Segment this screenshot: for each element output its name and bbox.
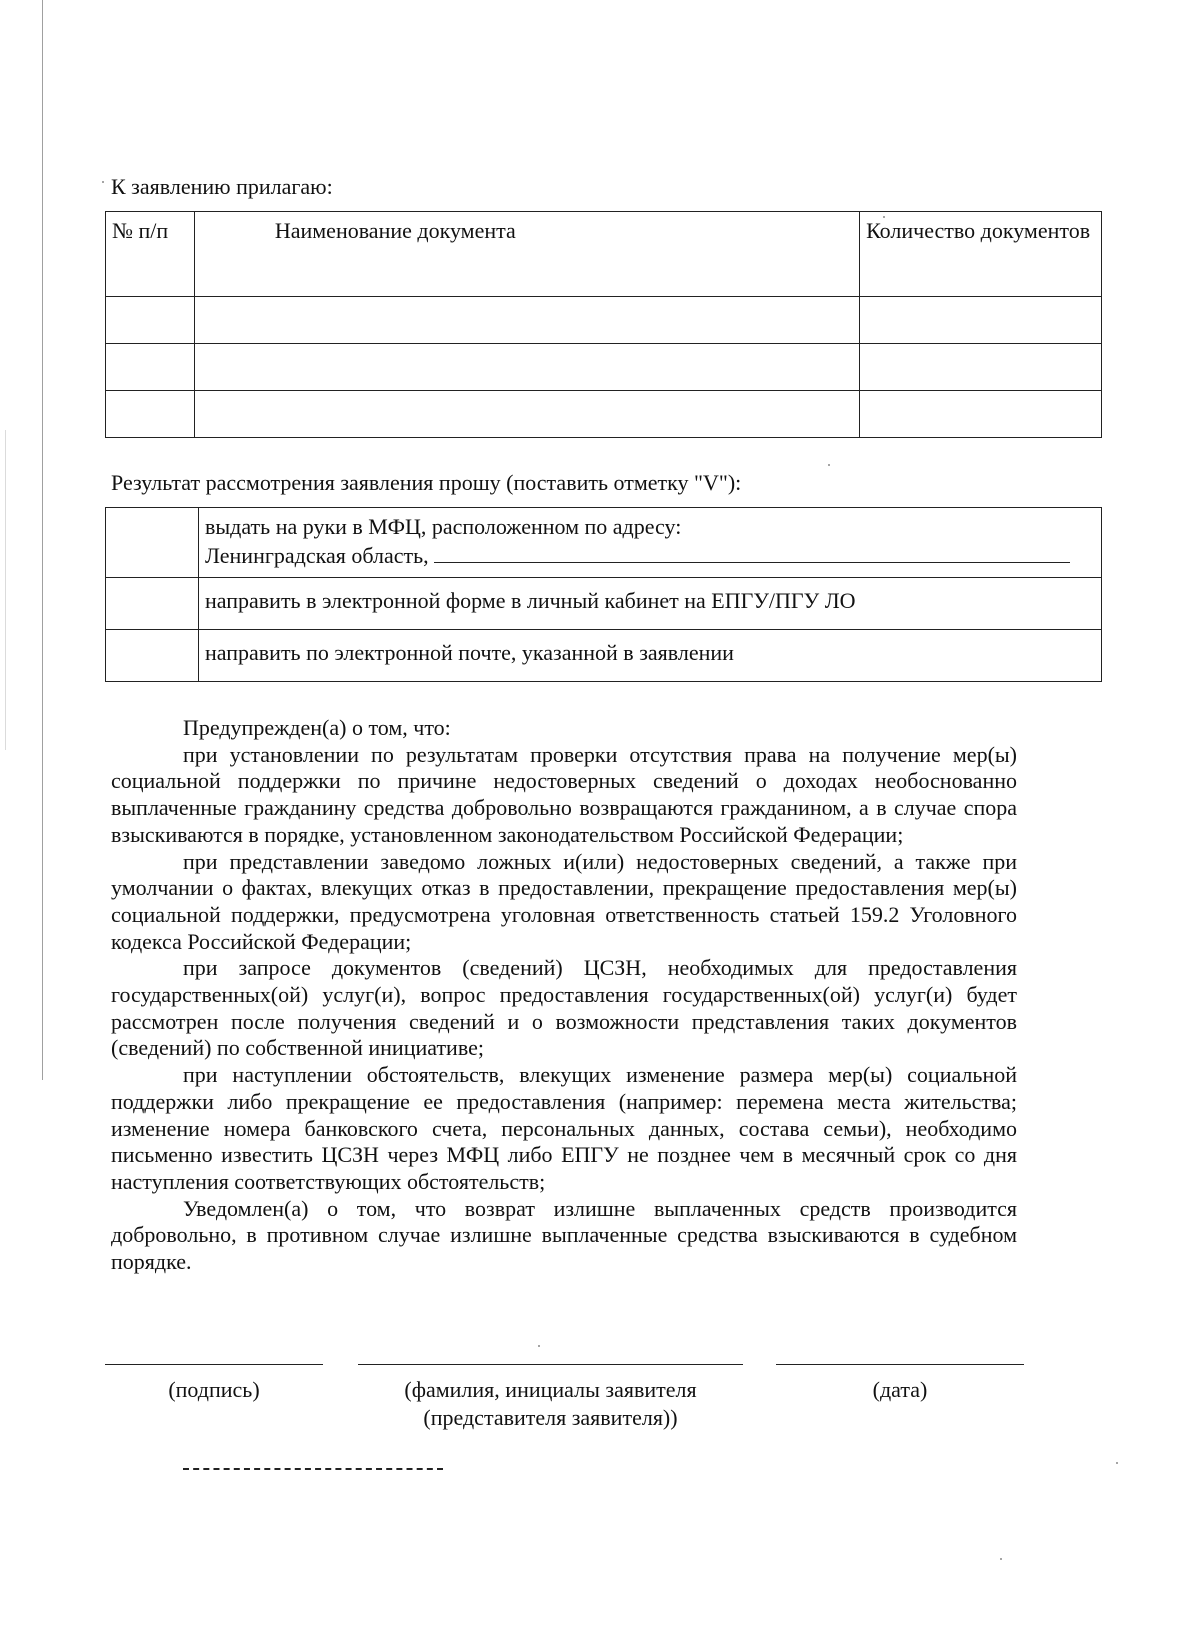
cell-document-name-field[interactable]	[194, 344, 859, 391]
option-checkbox-epgu[interactable]	[106, 578, 199, 630]
cell-document-name-field[interactable]	[194, 297, 859, 344]
warning-paragraph: при представлении заведомо ложных и(или) недостоверных сведений, а также при умолчании о фактах, влекущих отказ в предоставлении, прекращение предоставления мер(ы) социальной поддержки, предусмотрена уголовная ответственность статьей 159.2 Уголовного кодекса Российской Федерации;	[111, 848, 1017, 954]
cell-document-name-field[interactable]	[194, 391, 859, 438]
column-header-document-count: Количество документов	[860, 212, 1102, 297]
table-row	[106, 297, 1102, 344]
warning-paragraph: при запросе документов (сведений) ЦСЗН, необходимых для предоставления государственных(ой) услуг(и), вопрос предоставления государственных(ой) услуг(и) будет рассмотрен после получения сведений и о возможности представления таких документов (сведений) по собственной инициативе;	[111, 955, 1017, 1061]
table-header-row	[106, 212, 1102, 297]
warning-paragraph: при установлении по результатам проверки отсутствия права на получение мер(ы) социальной поддержки по причине недостоверных сведений о доходах необоснованно выплаченные гражданину средства добровольно возвращаются гражданином, а в случае спора взыскиваются в порядке, установленном законодательством Российской Федерации;	[111, 741, 1017, 847]
address-prefix: Ленинградская область,	[205, 543, 435, 568]
warnings-section	[111, 715, 1017, 1276]
scan-speck	[102, 181, 104, 183]
option-row-email	[106, 630, 1102, 682]
name-caption-line: (представителя заявителя))	[423, 1405, 678, 1430]
address-input[interactable]	[434, 540, 1070, 563]
result-heading: Результат рассмотрения заявления прошу (поставить отметку "V"):	[111, 470, 742, 495]
option-checkbox-email[interactable]	[106, 630, 199, 682]
signature-line[interactable]	[105, 1364, 323, 1365]
option-label: выдать на руки в МФЦ, расположенном по адресу:	[205, 514, 682, 539]
scan-edge-line	[5, 430, 6, 750]
scan-speck	[538, 1345, 540, 1347]
date-caption: (дата)	[872, 1377, 928, 1402]
column-header-document-name: Наименование документа	[194, 212, 859, 297]
scan-speck	[1000, 1558, 1002, 1560]
name-caption	[358, 1376, 743, 1432]
table-row	[106, 344, 1102, 391]
cell-document-count-field[interactable]	[860, 297, 1102, 344]
cell-number-field[interactable]	[106, 297, 195, 344]
option-checkbox-mfc[interactable]	[106, 508, 199, 578]
notice-paragraph: Уведомлен(а) о том, что возврат излишне выплаченных средств производится добровольно, в противном случае излишне выплаченные средства взыскиваются в судебном порядке.	[111, 1195, 1017, 1275]
signature-caption: (подпись)	[168, 1377, 260, 1402]
scan-speck	[828, 464, 830, 466]
option-text-mfc	[199, 508, 1102, 578]
cell-document-count-field[interactable]	[860, 391, 1102, 438]
date-line[interactable]	[776, 1364, 1024, 1365]
column-header-number: № п/п	[106, 212, 195, 297]
warnings-intro: Предупрежден(а) о том, что:	[183, 715, 451, 740]
option-label: направить по электронной почте, указанной в заявлении	[199, 630, 1102, 682]
cell-number-field[interactable]	[106, 391, 195, 438]
option-row-mfc	[106, 508, 1102, 578]
address-line	[205, 540, 1095, 569]
scan-speck	[1116, 1462, 1118, 1464]
table-row	[106, 391, 1102, 438]
result-options-table	[105, 507, 1102, 682]
option-label: направить в электронной форме в личный кабинет на ЕПГУ/ПГУ ЛО	[199, 578, 1102, 630]
attachments-table	[105, 211, 1102, 438]
option-row-epgu	[106, 578, 1102, 630]
name-line[interactable]	[358, 1364, 743, 1365]
scan-speck	[883, 216, 885, 218]
scan-edge-line	[42, 0, 43, 1080]
name-caption-line: (фамилия, инициалы заявителя	[404, 1377, 697, 1402]
footnote-separator	[183, 1468, 443, 1470]
cell-document-count-field[interactable]	[860, 344, 1102, 391]
warning-paragraph: при наступлении обстоятельств, влекущих изменение размера мер(ы) социальной поддержки либо прекращение ее предоставления (например: перемена места жительства; изменение номера банковского счета, персональных данных, состава семьи), необходимо письменно известить ЦСЗН через МФЦ либо ЕПГУ не позднее чем в месячный срок со дня наступления соответствующих обстоятельств;	[111, 1062, 1017, 1194]
attachments-heading: К заявлению прилагаю:	[111, 174, 333, 199]
cell-number-field[interactable]	[106, 344, 195, 391]
